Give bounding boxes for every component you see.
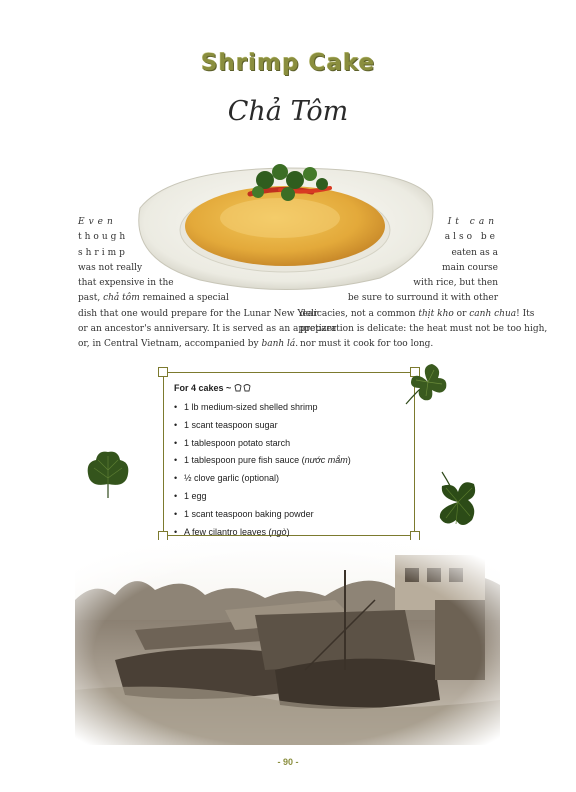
intro-line: eaten as a xyxy=(451,247,498,258)
intro-line: was not really xyxy=(78,262,143,273)
ingredients-box xyxy=(163,372,415,536)
ingredient-item: • 1 lb medium-sized shelled shrimp xyxy=(174,399,414,417)
ingredients-header: For 4 cakes ~ xyxy=(174,381,414,399)
intro-line: be sure to surround it with other xyxy=(347,293,498,304)
ingredient-item: • 1 egg xyxy=(174,488,414,506)
cilantro-leaf-icon xyxy=(84,448,132,500)
cilantro-leaf-icon xyxy=(432,468,480,534)
intro-line: past, chả tôm remained a special xyxy=(78,293,229,304)
cilantro-leaf-icon xyxy=(398,360,450,412)
intro-text-left xyxy=(78,215,337,353)
intro-text-right xyxy=(300,215,548,353)
intro-line: It can xyxy=(447,217,498,227)
ingredient-list xyxy=(174,399,414,541)
chef-hat-icon xyxy=(234,383,252,392)
intro-line: dish that one would prepare for the Lunar New Year xyxy=(78,308,318,319)
intro-line: or an ancestor's anniversary. It is served as an appetizer xyxy=(78,324,337,335)
intro-line: with rice, but then xyxy=(413,278,498,289)
intro-line: that expensive in the xyxy=(78,278,174,289)
box-corner-ornament xyxy=(158,367,168,377)
intro-line: delicacies, not a common thịt kho or canh chua! Its xyxy=(300,308,535,319)
intro-line: though xyxy=(78,232,129,243)
intro-line: nor must it cook for too long. xyxy=(300,339,434,350)
ingredient-item: • 1 tablespoon potato starch xyxy=(174,435,414,453)
ingredient-item: • ½ clove garlic (optional) xyxy=(174,470,414,488)
river-boats-photo xyxy=(75,540,500,745)
page-number: - 90 - xyxy=(277,757,299,767)
recipe-title-vietnamese: Chả Tôm xyxy=(227,96,349,127)
ingredient-item: • 1 scant teaspoon baking powder xyxy=(174,506,414,524)
intro-line: preparation is delicate: the heat must not be too high, xyxy=(300,324,548,335)
intro-line: also be xyxy=(444,232,498,243)
recipe-title: Shrimp Cake xyxy=(200,50,376,76)
ingredient-item: • 1 scant teaspoon sugar xyxy=(174,417,414,435)
ingredient-item: • A few cilantro leaves (ngò) xyxy=(174,524,414,542)
intro-line: shrimp xyxy=(78,247,128,258)
intro-line: main course xyxy=(442,262,498,273)
ingredient-item: • 1 tablespoon pure fish sauce (nước mắm) xyxy=(174,452,414,470)
intro-line: Even xyxy=(78,217,117,227)
intro-line: or, in Central Vietnam, accompanied by banh lá. xyxy=(78,339,299,350)
